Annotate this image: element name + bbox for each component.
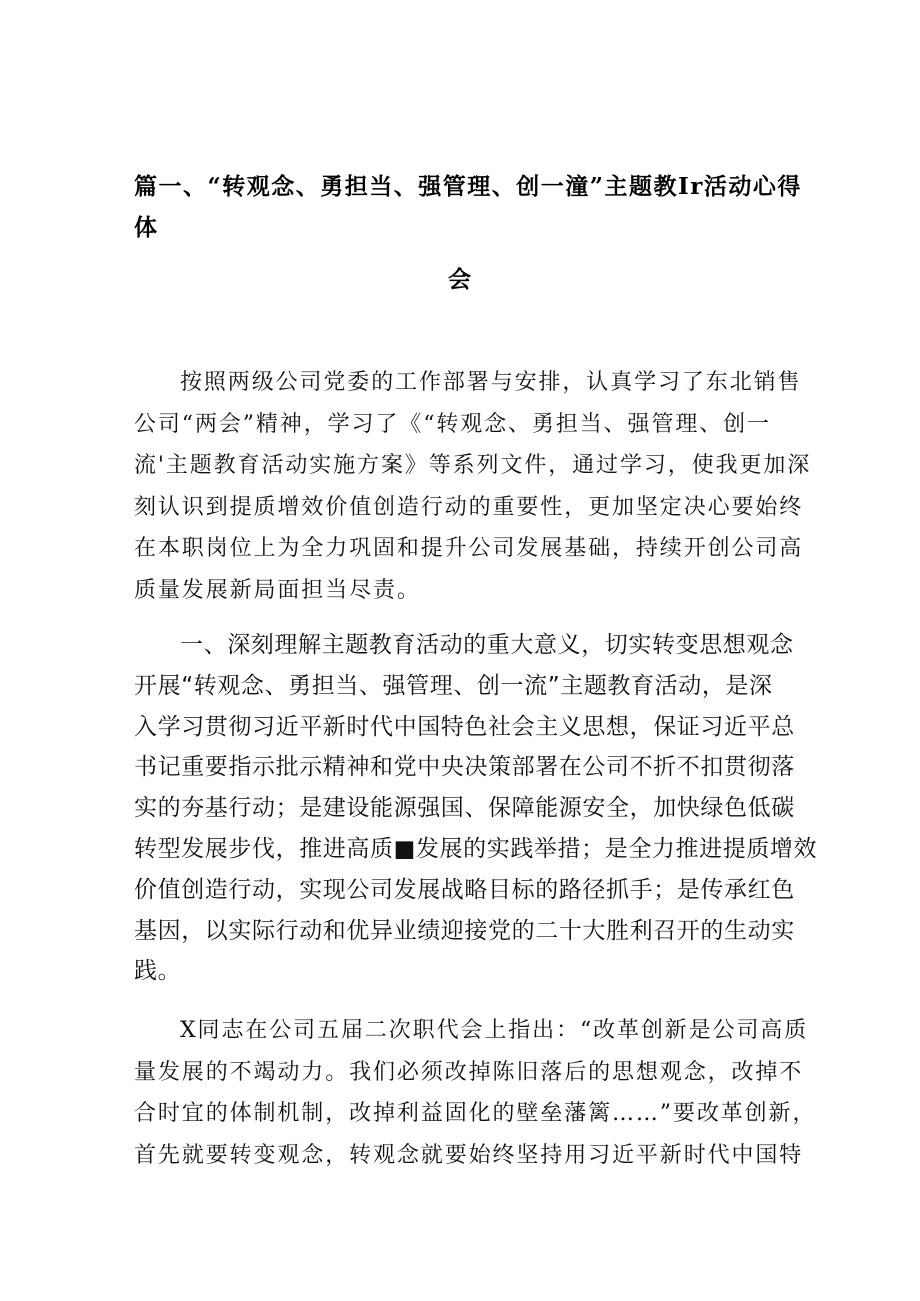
paragraph-line: 合时宜的体制机制，改掉利益固化的壁垒藩篱……”要改革创新，	[134, 1101, 817, 1126]
paragraph-line: 按照两级公司党委的工作部署与安排，认真学习了东北销售	[180, 370, 802, 395]
title-line-3: 会	[448, 266, 473, 293]
title-line-2: 体	[134, 214, 159, 241]
paragraph-line: 基因，以实际行动和优异业绩迎接党的二十大胜利召开的生动实	[134, 917, 795, 944]
paragraph-1	[134, 362, 812, 611]
paragraph-3	[134, 1010, 817, 1176]
paragraph-line: 入学习贯彻习近平新时代中国特色社会主义思想，保证习近平总	[134, 713, 795, 740]
paragraph-line: 首先就要转变观念，转观念就要始终坚持用习近平新时代中国特	[134, 1142, 804, 1168]
paragraph-line: 价值创造行动，实现公司发展战略目标的路径抓手；是传承红色	[134, 876, 795, 903]
paragraph-2	[134, 625, 818, 992]
paragraph-line: 书记重要指示批示精神和党中央决策部署在公司不折不扣贯彻落	[134, 754, 795, 781]
paragraph-line: 量发展的不竭动力。我们必须改掉陈旧落后的思想观念，改掉不	[134, 1059, 804, 1085]
paragraph-line: 践。	[134, 958, 182, 985]
title-line-1: 篇一、“转观念、勇担当、强管理、创一潼”主题教Ir活动心得	[134, 173, 802, 200]
paragraph-line: 流'主题教育活动实施方案》等系列文件，通过学习，使我更加深	[134, 453, 812, 478]
paragraph-line: 在本职岗位上为全力巩固和提升公司发展基础，持续开创公司高	[134, 536, 804, 561]
paragraph-line: 刻认识到提质增效价值创造行动的重要性，更加坚定决心要始终	[134, 494, 804, 520]
paragraph-line: 质量发展新局面担当尽责。	[134, 577, 421, 603]
paragraph-line: X同志在公司五届二次职代会上指出：“改革创新是公司高质	[180, 1018, 809, 1043]
paragraph-line: 实的夯基行动；是建设能源强国、保障能源安全，加快绿色低碳	[134, 795, 795, 822]
paragraph-line: 开展“转观念、勇担当、强管理、创一流”主题教育活动，是深	[134, 672, 773, 699]
paragraph-line: 公司“两会”精神，学习了《“转观念、勇担当、强管理、创一	[134, 411, 771, 437]
section-heading: 一、深刻理解主题教育活动的重大意义，切实转变思想观念	[180, 632, 794, 658]
paragraph-line: 转型发展步伐，推进高质■发展的实践举措；是全力推进提质增效	[134, 835, 818, 862]
